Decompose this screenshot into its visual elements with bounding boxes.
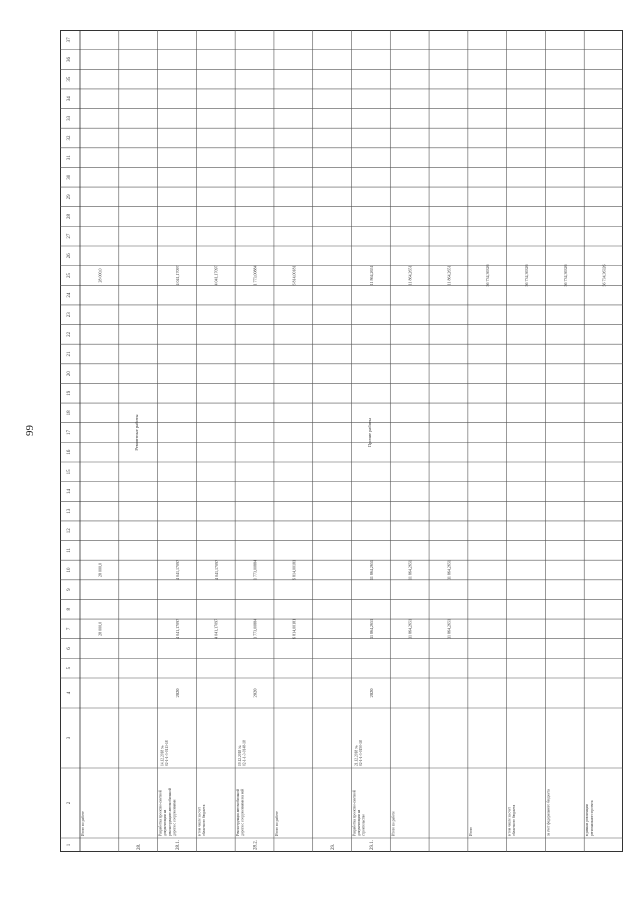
- row-name: областного бюджета: [201, 804, 206, 836]
- row-value-col25: 4 041,17097: [174, 265, 180, 286]
- row-year: 2020: [174, 688, 180, 698]
- row-number: 28.2.: [253, 840, 259, 850]
- column-number: 22: [67, 331, 72, 337]
- column-number: 20: [67, 371, 72, 377]
- row-value-col10: 11 864,2651: [407, 560, 413, 580]
- column-number: 23: [67, 312, 72, 318]
- row-name: областного бюджета: [512, 804, 517, 836]
- section-label-repair: Ремонтные работы: [134, 414, 140, 451]
- row-value-col10: 1 773,00884: [252, 560, 258, 580]
- row-name: дороги с сооружениями: [172, 799, 177, 836]
- row-value-col7: 4 041,17097: [174, 618, 180, 639]
- row-value-col10: 11 864,2651: [446, 560, 452, 580]
- row-value-col7: 28 000,0: [97, 621, 103, 636]
- row-name: документации на: [357, 809, 362, 836]
- column-number: 18: [67, 410, 72, 416]
- row-value-col25: 11 864,2651: [368, 265, 374, 286]
- column-number: 26: [67, 253, 72, 259]
- column-number: 14: [67, 488, 72, 494]
- rotated-table-sheet: [60, 30, 623, 852]
- row-name: в том числе за счет: [197, 806, 202, 836]
- column-number: 35: [67, 76, 72, 82]
- row-name: Разработка проектно-сметной: [352, 790, 357, 836]
- column-number: 5: [67, 666, 72, 670]
- row-document: 14.12.2018 №: [160, 745, 165, 766]
- row-value-col10: 28 000,0: [97, 563, 103, 577]
- row-value-col25: 1 773,00884: [252, 265, 258, 286]
- row-document: 02-1-1-3-0150-18: [359, 740, 364, 766]
- row-name: Разработка проектно-сметной: [158, 790, 163, 836]
- row-name: документации на: [163, 809, 168, 836]
- row-number: 29.: [331, 843, 337, 850]
- column-number: 2: [67, 801, 72, 805]
- column-number: 21: [67, 351, 72, 357]
- column-number: 11: [67, 547, 72, 553]
- row-value-col7: 4 041,17097: [213, 618, 219, 639]
- row-document: 02-1-1-3-0148-18: [242, 740, 247, 766]
- row-value-col25: 56 734,36326: [562, 264, 568, 287]
- section-label-other: Прочие работы: [366, 417, 372, 448]
- row-value-col25: 56 734,36326: [485, 264, 491, 287]
- row-name: Итого по работе: [391, 811, 396, 836]
- column-number: 10: [67, 567, 72, 573]
- row-number: 29.1.: [369, 840, 375, 850]
- column-number: 7: [67, 627, 72, 631]
- row-name: реконструкцию автомобильной: [167, 788, 172, 836]
- row-value-col10: 6 814,00181: [291, 560, 297, 580]
- column-number: 8: [67, 608, 72, 611]
- row-value-col10: 11 864,2651: [368, 560, 374, 580]
- row-year: 2020: [368, 688, 374, 698]
- column-number: 34: [67, 96, 72, 102]
- row-value-col7: 11 864,2651: [368, 618, 374, 639]
- table-border: [61, 31, 623, 852]
- column-number: 37: [67, 37, 72, 43]
- row-number: 28.: [137, 843, 143, 850]
- column-number: 31: [67, 155, 72, 161]
- column-number: 4: [67, 691, 72, 695]
- column-number: 27: [67, 233, 72, 239]
- column-number: 33: [67, 115, 72, 121]
- column-number: 3: [67, 736, 72, 740]
- row-name: Итого: [468, 826, 473, 836]
- row-name: в рамках реализации: [585, 804, 590, 836]
- row-name: Итого по работе: [81, 811, 85, 836]
- column-number: 30: [67, 174, 72, 180]
- column-number: 1: [67, 843, 72, 847]
- column-number: 24: [67, 292, 72, 298]
- row-value-col7: 11 864,2651: [407, 618, 413, 639]
- row-name: в том числе за счет: [507, 806, 512, 836]
- row-document: 19.12.2018 №: [238, 745, 243, 766]
- row-number: 28.1.: [175, 840, 181, 850]
- row-name: Реконструкция автомобильной: [236, 788, 241, 836]
- row-value-col25: 11 864,2651: [407, 265, 413, 286]
- column-number: 25: [67, 272, 72, 278]
- row-name: строительство: [361, 814, 366, 836]
- row-name: Итого по работе: [274, 811, 279, 836]
- column-number: 12: [67, 528, 72, 534]
- row-name: за счет федерального бюджета: [546, 789, 551, 836]
- column-number: 32: [67, 135, 72, 141]
- table-grid: [60, 30, 623, 852]
- row-value-col7: 1 773,00884: [252, 618, 258, 639]
- row-value-col25: 11 864,2651: [446, 265, 452, 286]
- row-value-col25: 6 814,00181: [291, 265, 297, 286]
- row-name: регионального проекта: [589, 800, 594, 836]
- column-number: 13: [67, 508, 72, 514]
- column-number: 19: [67, 390, 72, 396]
- row-value-col25: 4 041,17097: [213, 265, 219, 286]
- row-value-col10: 4 041,17097: [213, 560, 219, 580]
- row-document: 02-1-1-3-0113-18: [165, 740, 170, 766]
- column-number: 36: [67, 56, 72, 62]
- column-number: 29: [67, 194, 72, 200]
- row-value-col7: 6 814,00181: [291, 618, 297, 639]
- page-number: 99: [24, 425, 36, 436]
- row-document: 21.12.2018 №: [354, 745, 359, 766]
- row-value-col25: 28 000,0: [97, 268, 103, 283]
- row-value-col25: 56 734,36326: [524, 264, 530, 287]
- row-name: дороги с сооружениями на ней: [240, 788, 245, 836]
- column-number: 9: [67, 588, 72, 591]
- row-year: 2020: [252, 688, 258, 698]
- column-number: 17: [67, 430, 72, 436]
- row-value-col10: 4 041,17097: [174, 560, 180, 580]
- column-number: 6: [67, 647, 72, 650]
- row-value-col7: 11 864,2651: [446, 618, 452, 639]
- column-number: 16: [67, 449, 72, 455]
- column-number: 28: [67, 214, 72, 220]
- row-value-col25: 56 734,36326: [601, 264, 607, 287]
- column-number: 15: [67, 469, 72, 475]
